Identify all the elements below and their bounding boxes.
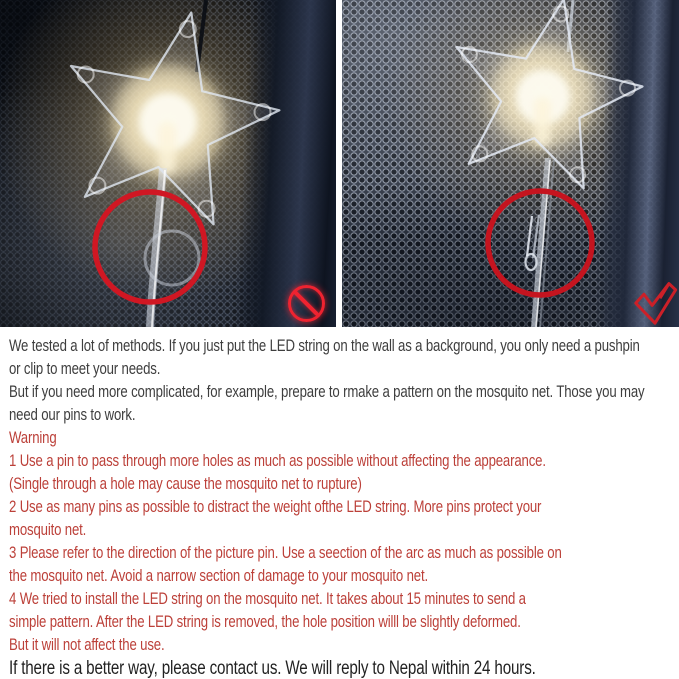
- warning-line-7: 4 We tried to install the LED string on the mosquito net. It takes about 15 minutes to send a: [9, 590, 526, 608]
- safety-pin: [526, 215, 540, 270]
- footer-line: If there is a better way, please contact us. We will reply to Nepal within 24 hours.: [9, 658, 536, 679]
- prohibition-icon: [288, 285, 325, 322]
- photo-right-overlay: [342, 0, 679, 327]
- warning-line-4: mosquito net.: [9, 521, 87, 539]
- intro-line-1: We tested a lot of methods. If you just put the LED string on the wall as a background, you only need a pushpin: [9, 337, 640, 355]
- warning-line-8: simple pattern. After the LED string is removed, the hole position willl be slightly deformed.: [9, 613, 521, 631]
- warning-line-2: (Single through a hole may cause the mosquito net to rupture): [9, 475, 362, 493]
- warning-title: Warning: [9, 429, 57, 447]
- intro-line-4: need our pins to work.: [9, 406, 136, 424]
- checkmark-icon: [634, 283, 679, 325]
- warning-line-1: 1 Use a pin to pass through more holes as much as possible without affecting the appearance.: [9, 452, 546, 470]
- warning-line-9: But it will not affect the use.: [9, 636, 165, 654]
- intro-line-3: But if you need more complicated, for example, prepare to rmake a pattern on the mosquito net. Those you may: [9, 383, 645, 401]
- photo-wrong-method: [0, 0, 336, 327]
- warning-line-3: 2 Use as many pins as possible to distract the weight ofthe LED string. More pins protect your: [9, 498, 542, 516]
- warning-line-6: the mosquito net. Avoid a narrow section of damage to your mosquito net.: [9, 567, 428, 585]
- photo-correct-method: [342, 0, 679, 327]
- intro-line-2: or clip to meet your needs.: [9, 360, 161, 378]
- description-text: [0, 331, 679, 679]
- photo-left-overlay: [0, 0, 336, 327]
- warning-line-5: 3 Please refer to the direction of the picture pin. Use a seection of the arc as much as possible on: [9, 544, 562, 562]
